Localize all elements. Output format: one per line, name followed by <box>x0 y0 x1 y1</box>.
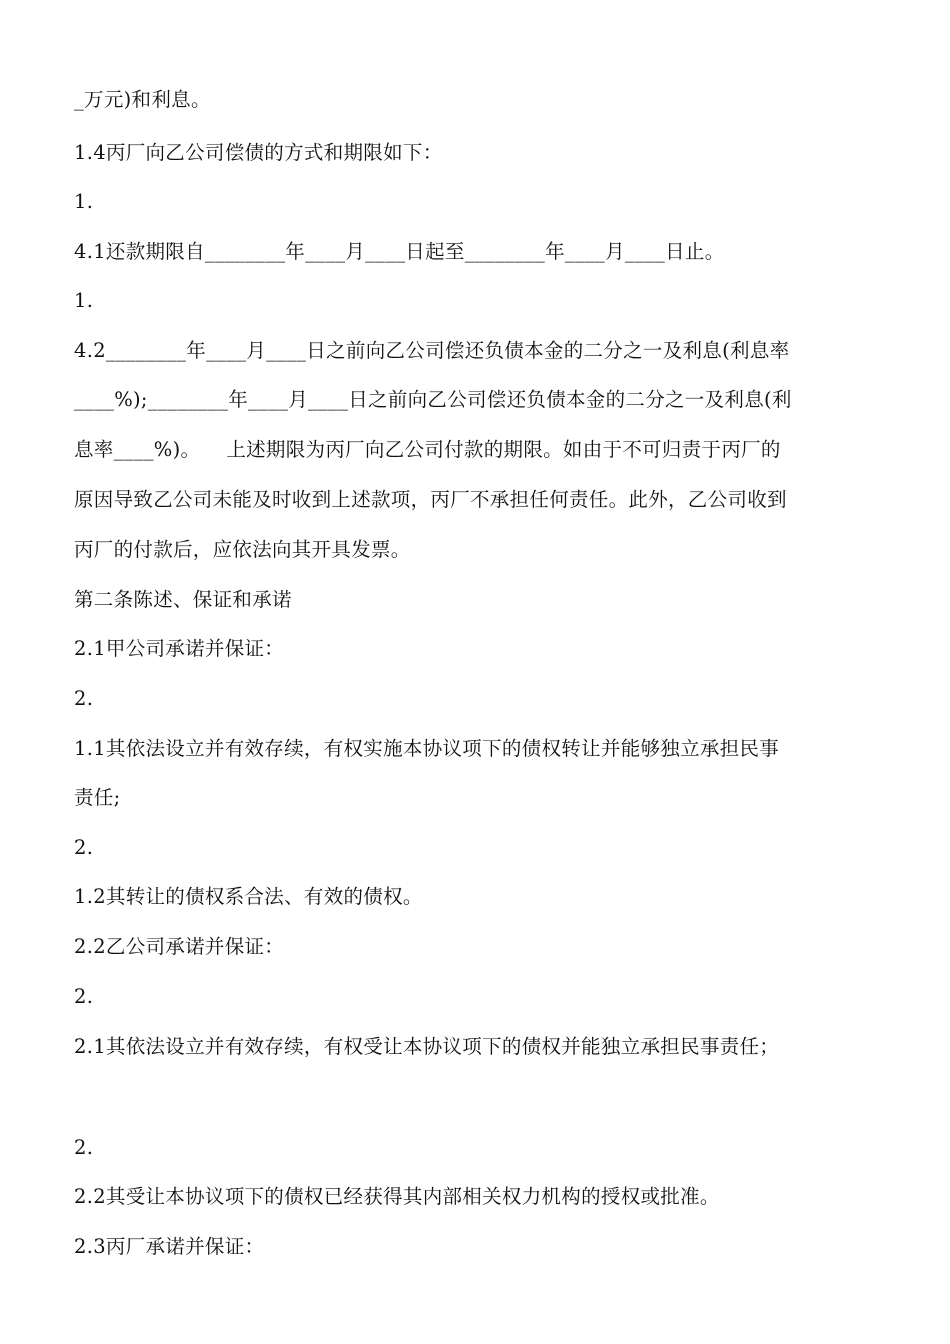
text-line-10: 丙厂的付款后，应依法向其开具发票。 <box>74 538 411 561</box>
text-line-21: 2. <box>74 1136 94 1159</box>
text-line-2: 1.4丙厂向乙公司偿债的方式和期限如下： <box>74 141 443 164</box>
text-line-1: _万元)和利息。 <box>74 88 211 111</box>
text-line-20: 2.1其依法设立并有效存续，有权受让本协议项下的债权并能独立承担民事责任； <box>74 1035 780 1058</box>
text-line-13: 2. <box>74 687 94 710</box>
text-line-9: 原因导致乙公司未能及时收到上述款项，丙厂不承担任何责任。此外，乙公司收到 <box>74 488 787 511</box>
text-line-7: ____%);________年____月____日之前向乙公司偿还负债本金的二分之一及利息(利 <box>74 388 792 411</box>
text-line-3: 1. <box>74 190 94 213</box>
text-line-23: 2.3丙厂承诺并保证： <box>74 1235 265 1258</box>
section-heading: 第二条陈述、保证和承诺 <box>74 588 292 611</box>
text-line-4: 4.1还款期限自________年____月____日起至________年____月____日止。 <box>74 240 725 263</box>
text-line-5: 1. <box>74 289 94 312</box>
text-line-15: 责任; <box>74 786 121 809</box>
text-line-19: 2. <box>74 985 94 1008</box>
text-line-14: 1.1其依法设立并有效存续，有权实施本协议项下的债权转让并能够独立承担民事 <box>74 737 780 760</box>
text-line-8: 息率____%)。 上述期限为丙厂向乙公司付款的期限。如由于不可归责于丙厂的 <box>74 438 781 461</box>
text-line-17: 1.2其转让的债权系合法、有效的债权。 <box>74 885 423 908</box>
text-line-22: 2.2其受让本协议项下的债权已经获得其内部相关权力机构的授权或批准。 <box>74 1185 720 1208</box>
text-line-6: 4.2________年____月____日之前向乙公司偿还负债本金的二分之一及利息(利息率 <box>74 339 790 362</box>
text-line-16: 2. <box>74 836 94 859</box>
text-line-18: 2.2乙公司承诺并保证： <box>74 935 285 958</box>
text-line-12: 2.1甲公司承诺并保证： <box>74 637 285 660</box>
